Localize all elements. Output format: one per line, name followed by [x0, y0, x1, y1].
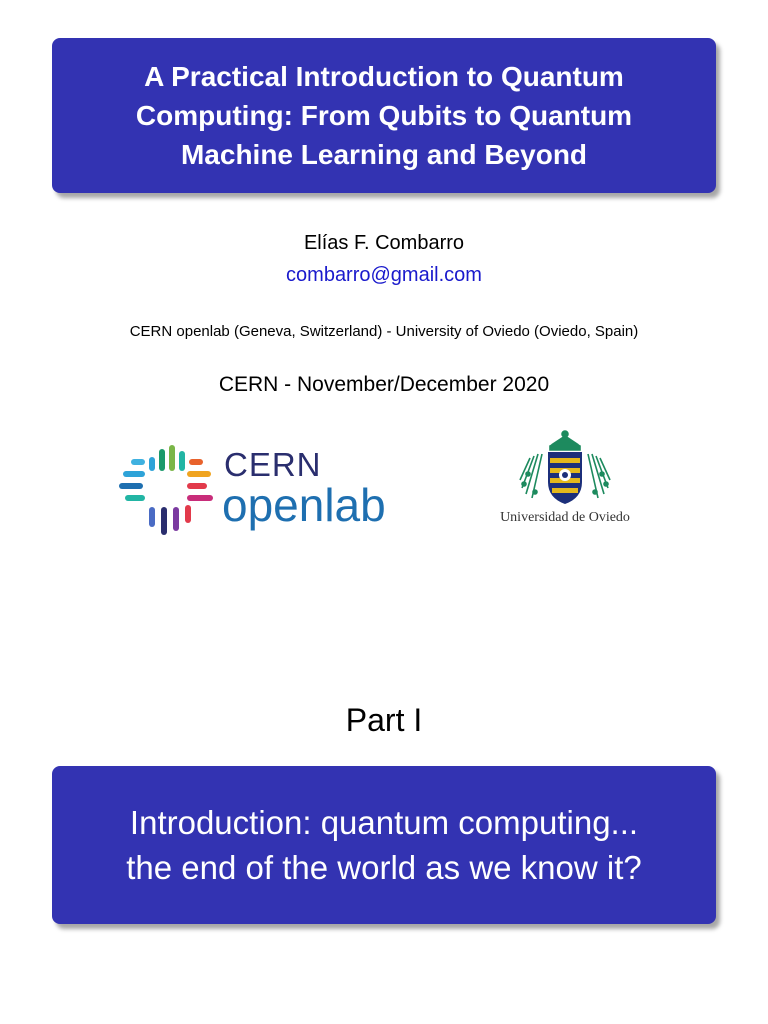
- openlab-mark-icon: [118, 438, 218, 538]
- title-line-2: Computing: From Qubits to Quantum: [135, 100, 633, 131]
- part-title: [64, 800, 704, 890]
- part-title-box: [52, 766, 716, 924]
- part-title-line-2: the end of the world as we know it?: [126, 849, 642, 886]
- university-name-text: Universidad de Oviedo: [500, 510, 630, 525]
- presentation-date: CERN - November/December 2020: [218, 373, 550, 396]
- university-of-oviedo-logo: [480, 428, 650, 538]
- presentation-title: [94, 57, 674, 174]
- part-label: Part I: [345, 702, 423, 738]
- part-title-line-1: Introduction: quantum computing...: [129, 804, 639, 841]
- author-affiliation: CERN openlab (Geneva, Switzerland) - University of Oviedo (Oviedo, Spain): [129, 323, 639, 340]
- cern-logo-text: CERN: [224, 446, 322, 483]
- title-line-1: A Practical Introduction to Quantum: [144, 61, 624, 92]
- university-coat-of-arms-icon: [480, 428, 650, 508]
- author-email-link[interactable]: combarro@gmail.com: [286, 264, 482, 286]
- author-name: Elías F. Combarro: [303, 232, 465, 254]
- title-box: [52, 38, 716, 193]
- openlab-logo-text: openlab: [222, 479, 386, 531]
- cern-openlab-logo: [118, 438, 418, 538]
- title-line-3: Machine Learning and Beyond: [180, 139, 588, 170]
